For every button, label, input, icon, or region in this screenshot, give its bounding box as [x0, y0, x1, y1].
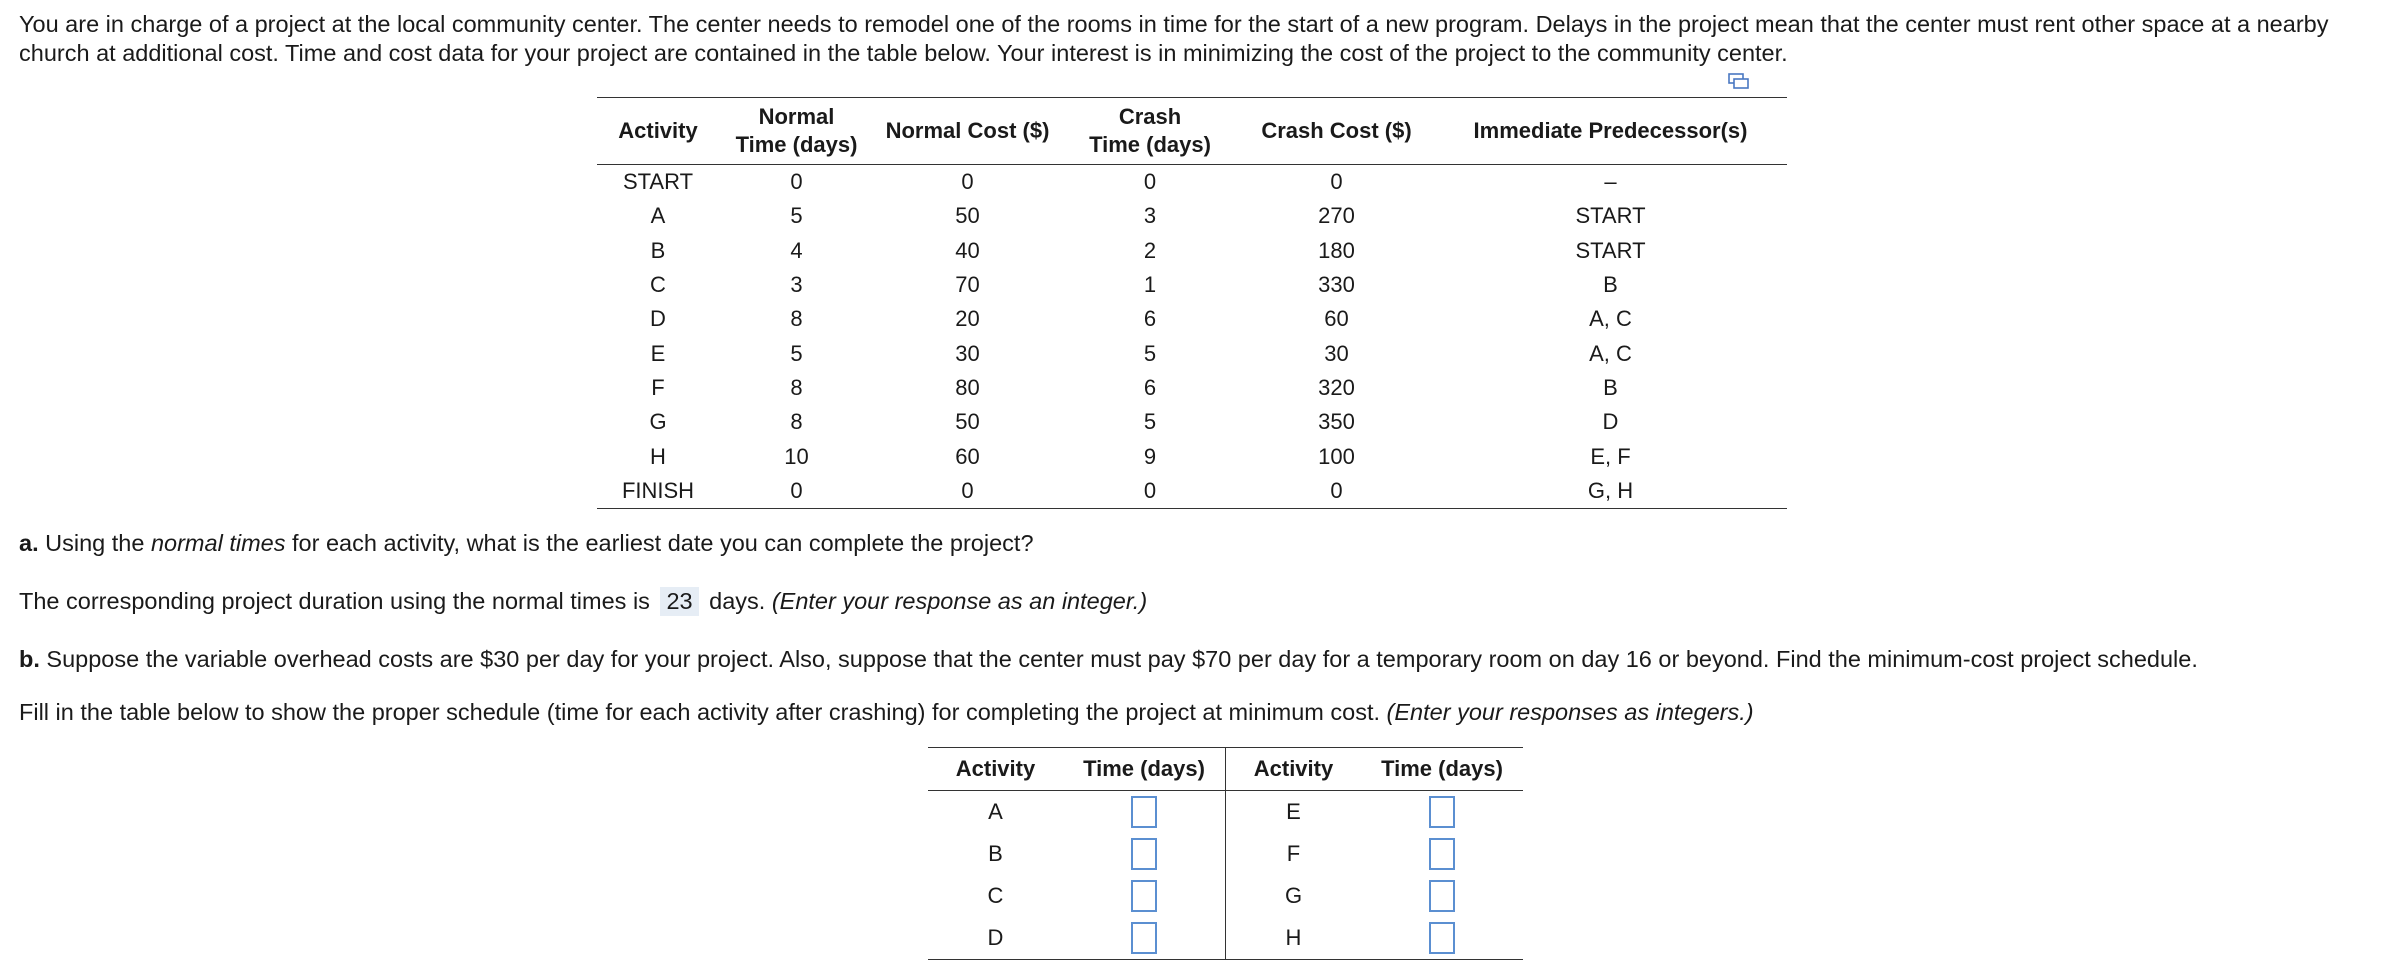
intro-paragraph: You are in charge of a project at the local community center. The center needs to remodel one of the rooms in time for the start of a new program. Delays in the project mean that the center must rent other space at a nearby church at additional cost. Time and cost data for your project are contained in the table below. Your interest is in minimizing the cost of the project to the community center. — [19, 11, 2329, 66]
cell-crash-time: 0 — [1061, 474, 1239, 509]
cell-crash-cost: 320 — [1318, 374, 1355, 400]
schedule-time-cell — [1063, 875, 1226, 917]
copy-icon[interactable] — [1726, 72, 1750, 92]
cell-normal-cost: 80 — [955, 374, 980, 400]
cell-activity: FINISH — [597, 474, 719, 509]
cell-crash-cost: 100 — [1318, 443, 1355, 469]
schedule-header-activity-right: Activity — [1226, 748, 1362, 791]
schedule-activity: B — [988, 841, 1003, 866]
cell-crash-time: 3 — [1143, 203, 1157, 229]
schedule-time-cell — [1361, 875, 1523, 917]
table-row — [597, 405, 1787, 439]
cell-activity: A — [650, 203, 666, 229]
cell-normal-cost: 20 — [955, 306, 980, 332]
cell-normal-cost: 30 — [955, 340, 980, 366]
cell-normal-time: 10 — [784, 443, 809, 469]
table-row — [597, 199, 1787, 233]
time-input[interactable] — [1131, 796, 1157, 828]
cell-normal-time: 5 — [790, 340, 803, 366]
cell-predecessors: START — [1575, 237, 1646, 263]
cell-normal-time: 8 — [790, 374, 803, 400]
cell-crash-cost: 0 — [1330, 169, 1343, 195]
schedule-activity: F — [1286, 841, 1301, 866]
part-a-response: The corresponding project duration using the normal times is 23 days. (Enter your response as an integer.) — [19, 588, 1148, 614]
cell-crash-cost: 330 — [1318, 272, 1355, 298]
schedule-header-activity-left: Activity — [928, 748, 1063, 791]
cell-activity: F — [651, 374, 665, 400]
schedule-activity: A — [988, 799, 1003, 824]
table-row — [597, 336, 1787, 370]
header-activity: Activity — [597, 98, 719, 165]
schedule-row — [928, 917, 1523, 960]
header-normal-cost: Normal Cost ($) — [874, 98, 1061, 165]
cell-predecessors: D — [1602, 409, 1619, 435]
part-b-instructions: Fill in the table below to show the proper schedule (time for each activity after crashing) for completing the project at minimum cost. (Enter your responses as integers.) — [19, 699, 1754, 725]
part-a-question: a. Using the normal times for each activity, what is the earliest date you can complete the project? — [19, 530, 1034, 556]
cell-crash-cost: 180 — [1318, 237, 1355, 263]
schedule-time-cell — [1361, 791, 1523, 834]
cell-normal-cost: 60 — [955, 443, 980, 469]
time-input[interactable] — [1131, 838, 1157, 870]
schedule-time-cell — [1361, 833, 1523, 875]
table-row — [597, 302, 1787, 336]
part-a-label: a. — [19, 530, 39, 556]
schedule-header-row — [928, 748, 1523, 791]
cell-predecessors: B — [1603, 272, 1618, 298]
schedule-activity: G — [1284, 883, 1303, 908]
cell-activity: H — [650, 443, 666, 469]
time-input[interactable] — [1131, 922, 1157, 954]
cell-activity: START — [622, 169, 694, 195]
cell-crash-time: 6 — [1143, 306, 1157, 332]
cell-normal-cost: 70 — [955, 272, 980, 298]
time-input[interactable] — [1429, 922, 1455, 954]
cell-predecessors: – — [1604, 169, 1617, 195]
schedule-header-time-right: Time (days) — [1361, 748, 1523, 791]
cell-predecessors: A, C — [1589, 340, 1632, 366]
cell-normal-time: 4 — [790, 237, 803, 263]
cell-normal-time: 3 — [790, 272, 803, 298]
schedule-time-cell — [1361, 917, 1523, 960]
table-row — [597, 371, 1787, 405]
cell-crash-time: 5 — [1143, 340, 1157, 366]
cell-normal-cost: 50 — [955, 409, 980, 435]
cell-normal-cost: 40 — [955, 237, 980, 263]
cell-predecessors: START — [1575, 203, 1646, 229]
cell-crash-cost: 60 — [1324, 306, 1349, 332]
cell-crash-time: 5 — [1143, 409, 1157, 435]
cell-crash-cost: 270 — [1318, 203, 1355, 229]
part-b-question: b. Suppose the variable overhead costs are $30 per day for your project. Also, suppose that the center must pay $70 per day for a temporary room on day 16 or beyond. Find the minimum-cost project schedule. — [19, 646, 2198, 672]
time-input[interactable] — [1429, 838, 1455, 870]
cell-crash-cost: 350 — [1318, 409, 1355, 435]
schedule-activity: E — [1286, 799, 1301, 824]
table-header-row — [597, 98, 1787, 165]
time-input[interactable] — [1429, 880, 1455, 912]
duration-answer[interactable]: 23 — [660, 587, 698, 616]
cell-normal-time: 8 — [790, 409, 803, 435]
cell-activity: D — [650, 306, 666, 332]
cell-activity: C — [650, 272, 666, 298]
cell-activity: B — [650, 237, 666, 263]
schedule-time-cell — [1063, 917, 1226, 960]
table-row — [597, 234, 1787, 268]
schedule-time-cell — [1063, 791, 1226, 834]
table-row — [597, 439, 1787, 473]
time-input[interactable] — [1429, 796, 1455, 828]
cell-crash-cost: 30 — [1324, 340, 1349, 366]
cell-crash-cost: 0 — [1239, 474, 1434, 509]
cell-crash-time: 9 — [1143, 443, 1157, 469]
cell-crash-time: 0 — [1143, 169, 1157, 195]
header-normal-time: Normal Time (days) — [719, 98, 874, 165]
cell-normal-cost: 50 — [955, 203, 980, 229]
cell-predecessors: E, F — [1590, 443, 1631, 469]
schedule-row — [928, 875, 1523, 917]
table-row — [597, 474, 1787, 509]
time-input[interactable] — [1131, 880, 1157, 912]
table-row — [597, 268, 1787, 302]
cell-predecessors: A, C — [1589, 306, 1632, 332]
header-predecessors: Immediate Predecessor(s) — [1434, 98, 1787, 165]
schedule-table — [928, 747, 1523, 960]
cell-activity: E — [650, 340, 666, 366]
part-b-label: b. — [19, 646, 40, 672]
cell-normal-cost: 0 — [874, 474, 1061, 509]
cell-predecessors: G, H — [1434, 474, 1787, 509]
schedule-activity: C — [987, 883, 1004, 908]
cell-normal-time: 0 — [719, 474, 874, 509]
cell-normal-time: 0 — [790, 169, 803, 195]
schedule-activity: H — [1226, 917, 1362, 960]
schedule-row — [928, 791, 1523, 834]
cell-normal-time: 5 — [790, 203, 803, 229]
header-crash-cost: Crash Cost ($) — [1239, 98, 1434, 165]
cell-predecessors: B — [1603, 374, 1618, 400]
schedule-activity: D — [928, 917, 1063, 960]
cell-crash-time: 6 — [1143, 374, 1157, 400]
schedule-time-cell — [1063, 833, 1226, 875]
schedule-row — [928, 833, 1523, 875]
project-data-table — [597, 97, 1787, 509]
schedule-header-time-left: Time (days) — [1063, 748, 1226, 791]
cell-crash-time: 2 — [1143, 237, 1157, 263]
cell-normal-time: 8 — [790, 306, 803, 332]
table-row — [597, 165, 1787, 200]
header-crash-time: Crash Time (days) — [1061, 98, 1239, 165]
cell-activity: G — [649, 409, 667, 435]
cell-crash-time: 1 — [1143, 272, 1157, 298]
cell-normal-cost: 0 — [961, 169, 974, 195]
